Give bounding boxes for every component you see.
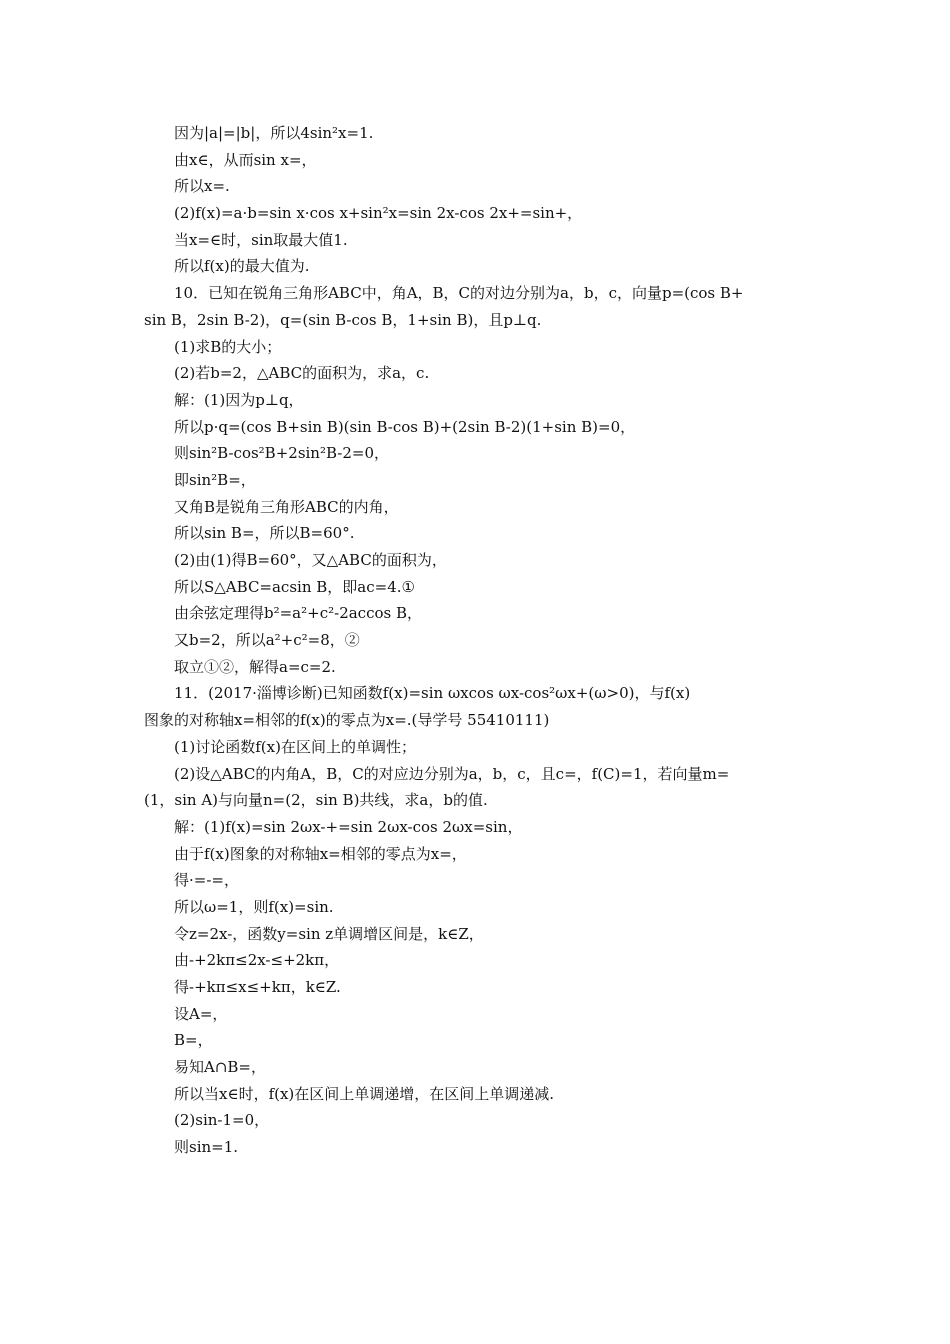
text-line: 又b=2，所以a²+c²=8，②	[174, 631, 360, 650]
text-line: (2)f(x)=a·b=sin x·cos x+sin²x=sin 2x-cos 2x+=sin+，	[174, 204, 583, 223]
text-line: 所以当x∈时，f(x)在区间上单调递增，在区间上单调递减.	[174, 1084, 555, 1103]
text-line: (2)设△ABC的内角A，B，C的对应边分别为a，b，c，且c=，f(C)=1，若向量m=	[174, 764, 730, 783]
text-line: B=，	[174, 1031, 213, 1050]
text-line: 得·=-=，	[174, 871, 239, 890]
text-line: (2)sin-1=0，	[174, 1111, 270, 1130]
text-line: 则sin=1.	[174, 1138, 239, 1157]
text-line: 因为|a|=|b|，所以4sin²x=1.	[174, 124, 374, 142]
text-line: 所以sin B=，所以B=60°.	[174, 524, 355, 543]
text-line: 10．已知在锐角三角形ABC中，角A，B，C的对边分别为a，b，c，向量p=(cos B+	[174, 284, 744, 303]
text-line: 所以x=.	[174, 177, 230, 196]
text-line: (2)由(1)得B=60°，又△ABC的面积为，	[174, 551, 447, 569]
text-line: 则sin²B-cos²B+2sin²B-2=0，	[174, 444, 390, 463]
text-line: (1)求B的大小；	[174, 337, 282, 356]
text-line: 取立①②，解得a=c=2.	[174, 657, 336, 676]
text-line: 易知A∩B=，	[174, 1058, 266, 1077]
text-line: 所以S△ABC=acsin B，即ac=4.①	[174, 577, 415, 596]
text-line: (1，sin A)与向量n=(2，sin B)共线，求a，b的值.	[144, 791, 488, 810]
text-line: 解：(1)f(x)=sin 2ωx-+=sin 2ωx-cos 2ωx=sin，	[174, 817, 523, 836]
text-line: 由x∈，从而sin x=，	[174, 150, 317, 169]
text-line: (2)若b=2，△ABC的面积为，求a，c.	[174, 364, 430, 383]
text-line: sin B，2sin B-2)，q=(sin B-cos B，1+sin B)，且p⊥q.	[144, 310, 542, 329]
text-line: 解：(1)因为p⊥q，	[174, 390, 304, 409]
text-line: 所以ω=1，则f(x)=sin.	[174, 897, 334, 916]
text-line: 由于f(x)图象的对称轴x=相邻的零点为x=，	[174, 844, 467, 863]
text-line: 11．(2017·淄博诊断)已知函数f(x)=sin ωxcos ωx-cos²ωx+(ω>0)，与f(x)	[174, 684, 691, 703]
text-line: 所以f(x)的最大值为.	[174, 257, 310, 276]
text-line: (1)讨论函数f(x)在区间上的单调性；	[174, 737, 416, 756]
text-line: 由余弦定理得b²=a²+c²-2accos B，	[174, 604, 422, 623]
text-line: 当x=∈时，sin取最大值1.	[174, 230, 348, 249]
document-body	[144, 120, 808, 1161]
text-line: 令z=2x-，函数y=sin z单调增区间是，k∈Z，	[174, 924, 484, 943]
text-line: 又角B是锐角三角形ABC的内角，	[174, 497, 399, 516]
text-line: 所以p·q=(cos B+sin B)(sin B-cos B)+(2sin B-2)(1+sin B)=0，	[174, 417, 636, 436]
text-line: 即sin²B=，	[174, 470, 256, 489]
text-line: 设A=，	[174, 1004, 228, 1023]
text-line: 得-+kπ≤x≤+kπ，k∈Z.	[174, 978, 341, 996]
text-line: 由-+2kπ≤2x-≤+2kπ，	[174, 951, 340, 970]
text-line: 图象的对称轴x=相邻的f(x)的零点为x=.(导学号 55410111)	[144, 711, 550, 730]
